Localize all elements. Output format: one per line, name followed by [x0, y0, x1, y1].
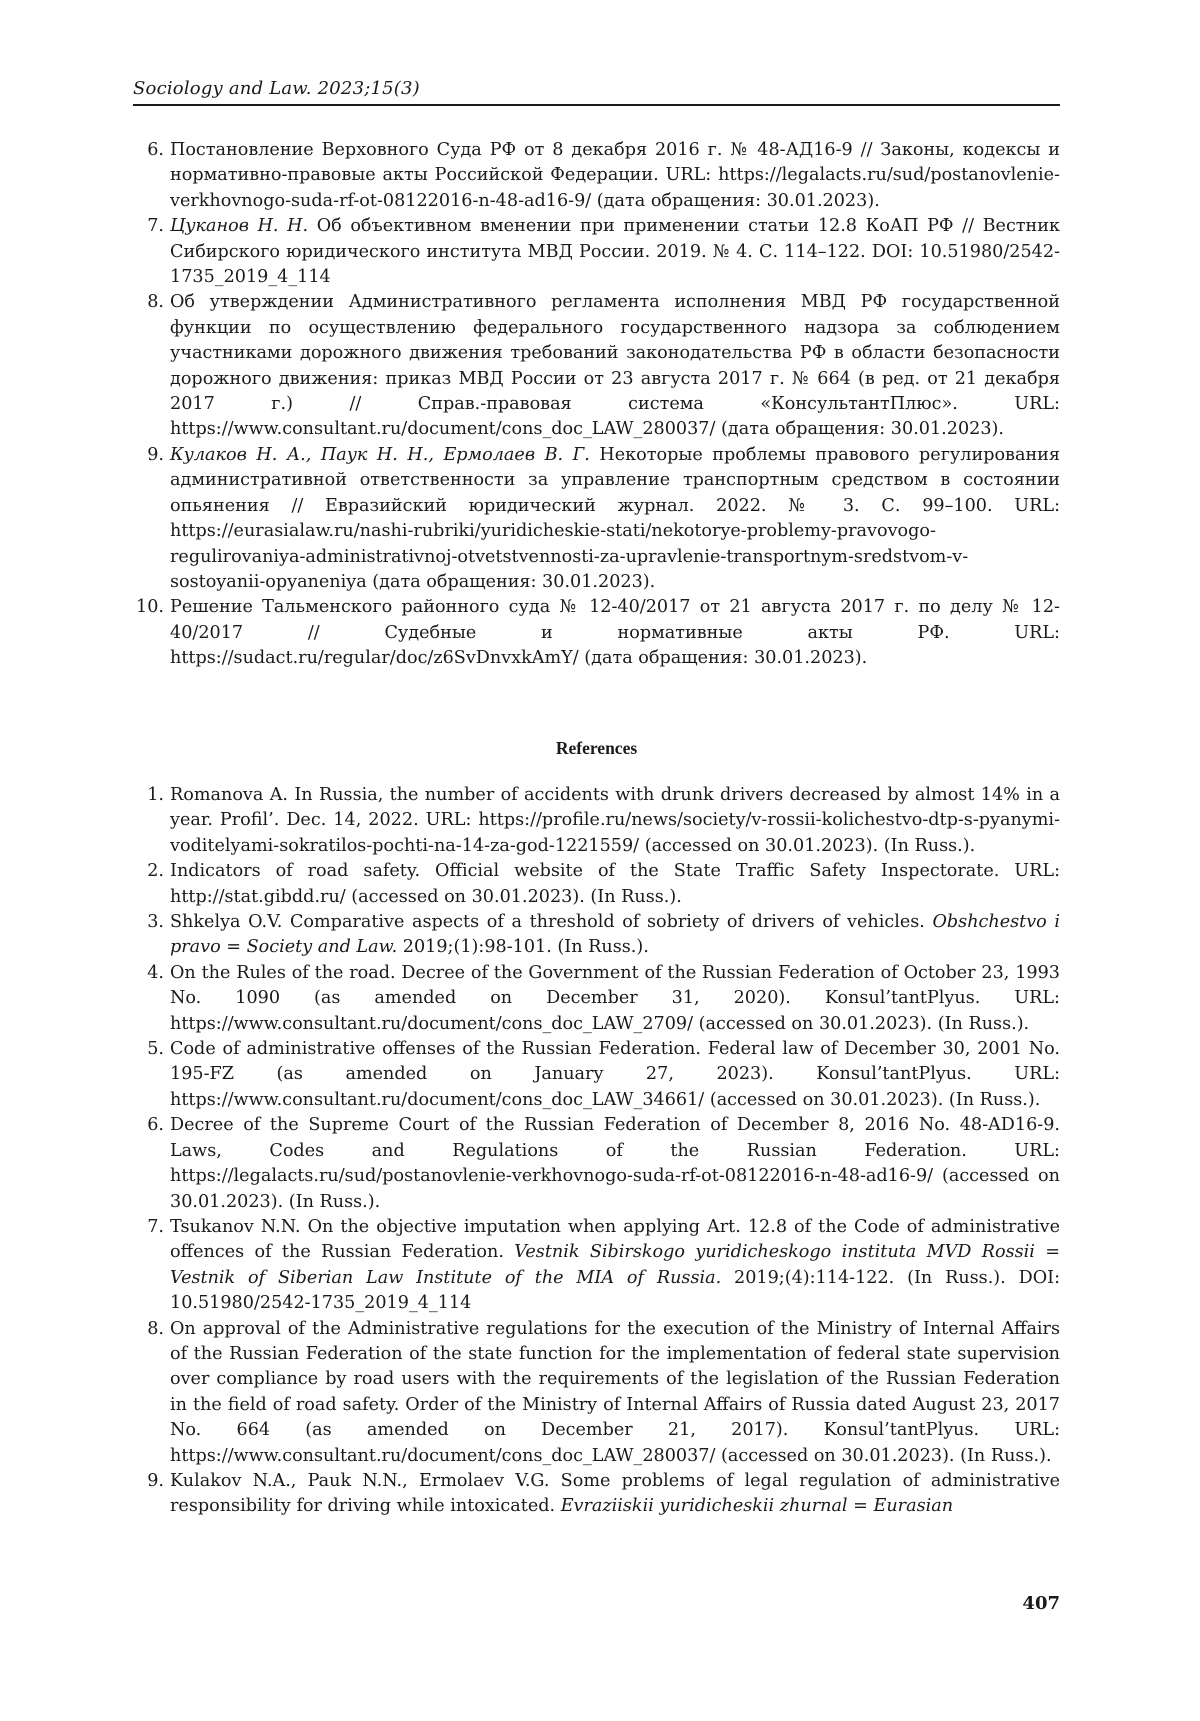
reference-item	[133, 1215, 1060, 1317]
reference-italic-text: Obshchestvo i pravo = Society and Law.	[170, 912, 1060, 957]
reference-number: 2.	[133, 859, 164, 884]
reference-text: Tsukanov N.N. On the objective imputation when applying Art. 12.8 of the Code of administrative offences of the Russian Federation.	[170, 1217, 1060, 1262]
reference-number: 6.	[133, 1113, 164, 1138]
reference-text: Постановление Верховного Суда РФ от 8 декабря 2016 г. № 48-АД16-9 // Законы, кодексы и нормативно-правовые акты Российской Федерации. URL: https://legalacts.ru/sud/postanovlenie-verkhovnogo-suda-rf-ot-08122016-n-48-ad16-9/ (дата обращения: 30.01.2023).	[170, 140, 1060, 211]
reference-number: 7.	[133, 1215, 164, 1240]
reference-number: 9.	[133, 1469, 164, 1494]
russian-reference-list	[133, 138, 1060, 672]
reference-text: Kulakov N.A., Pauk N.N., Ermolaev V.G. Some problems of legal regulation of administrative responsibility for driving while intoxicated.	[170, 1471, 1060, 1516]
reference-item	[133, 1469, 1060, 1520]
reference-item	[133, 290, 1060, 442]
reference-number: 10.	[133, 595, 164, 620]
reference-item	[133, 1317, 1060, 1469]
reference-number: 9.	[133, 443, 164, 468]
reference-text: Некоторые проблемы правового регулирования административной ответственности за управление транспортным средством в состоянии опьянения // Евразийский юридический журнал. 2022. № 3. С. 99–100. URL: https://eurasialaw.ru/nashi-rubriki/yuridicheskie-stati/nekotorye-problemy-pravovogo-regulirovaniya-administrativnoj-otvetstvennosti-za-upravlenie-transportnym-sredstvom-v-sostoyanii-opyaneniya (дата обращения: 30.01.2023).	[170, 445, 1060, 592]
reference-text: Code of administrative offenses of the Russian Federation. Federal law of December 30, 2001 No. 195-FZ (as amended on January 27, 2023). Konsul’tantPlyus. URL: https://www.consultant.ru/document/cons_doc_LAW_34661/ (accessed on 30.01.2023). (In Russ.).	[170, 1039, 1060, 1110]
reference-item	[133, 1037, 1060, 1113]
reference-text: On approval of the Administrative regulations for the execution of the Ministry of Internal Affairs of the Russian Federation of the state function for the implementation of federal state supervision over compliance by road users with the requirements of the legislation of the Russian Federation in the field of road safety. Order of the Ministry of Internal Affairs of Russia dated August 23, 2017 No. 664 (as amended on December 21, 2017). Konsul’tantPlyus. URL: https://www.consultant.ru/document/cons_doc_LAW_280037/ (accessed on 30.01.2023). (In Russ.).	[170, 1319, 1060, 1466]
references-heading: References	[133, 738, 1060, 759]
reference-item	[133, 859, 1060, 910]
reference-item	[133, 595, 1060, 671]
reference-number: 8.	[133, 290, 164, 315]
reference-number: 4.	[133, 961, 164, 986]
reference-text: Об утверждении Административного регламента исполнения МВД РФ государственной функции по осуществлению федерального государственного надзора за соблюдением участниками дорожного движения требований законодательства РФ в области безопасности дорожного движения: приказ МВД России от 23 августа 2017 г. № 664 (в ред. от 21 декабря 2017 г.) // Справ.-правовая система «КонсультантПлюс». URL: https://www.consultant.ru/document/cons_doc_LAW_280037/ (дата обращения: 30.01.2023).	[170, 292, 1060, 439]
reference-italic-text: Vestnik Sibirskogo yuridicheskogo instituta MVD Rossii = Vestnik of Siberian Law Institute of the MIA of Russia.	[170, 1242, 1060, 1287]
reference-item	[133, 1113, 1060, 1215]
reference-list-en	[133, 783, 1060, 1520]
running-header: Sociology and Law. 2023;15(3)	[133, 78, 1060, 99]
reference-italic-text: Evraziiskii yuridicheskii zhurnal = Eurasian	[561, 1496, 953, 1516]
reference-text: 2019;(1):98-101. (In Russ.).	[397, 937, 649, 957]
reference-text: Об объективном вменении при применении статьи 12.8 КоАП РФ // Вестник Сибирского юридического института МВД России. 2019. № 4. С. 114–122. DOI: 10.51980/2542-1735_2019_4_114	[170, 216, 1060, 287]
reference-text: Shkelya O.V. Comparative aspects of a threshold of sobriety of drivers of vehicles.	[170, 912, 932, 932]
reference-number: 3.	[133, 910, 164, 935]
reference-number: 8.	[133, 1317, 164, 1342]
reference-text: Romanova A. In Russia, the number of accidents with drunk drivers decreased by almost 14% in a year. Profil’. Dec. 14, 2022. URL: https://profile.ru/news/society/v-rossii-kolichestvo-dtp-s-pyanymi-voditelyami-sokratilos-pochti-na-14-za-god-1221559/ (accessed on 30.01.2023). (In Russ.).	[170, 785, 1060, 856]
english-reference-list	[133, 783, 1060, 1520]
reference-number: 7.	[133, 214, 164, 239]
reference-item	[133, 214, 1060, 290]
reference-italic-text: Кулаков Н. А., Паук Н. Н., Ермолаев В. Г.	[170, 445, 590, 465]
reference-text: 2019;(4):114-122. (In Russ.). DOI: 10.51980/2542-1735_2019_4_114	[170, 1268, 1060, 1313]
reference-number: 5.	[133, 1037, 164, 1062]
reference-text: Решение Тальменского районного суда № 12-40/2017 от 21 августа 2017 г. по делу № 12-40/2017 // Судебные и нормативные акты РФ. URL: https://sudact.ru/regular/doc/z6SvDnvxkAmY/ (дата обращения: 30.01.2023).	[170, 597, 1060, 668]
reference-item	[133, 961, 1060, 1037]
reference-number: 1.	[133, 783, 164, 808]
header-rule	[133, 104, 1060, 106]
page-number: 407	[960, 1593, 1060, 1614]
reference-text: Decree of the Supreme Court of the Russian Federation of December 8, 2016 No. 48-AD16-9. Laws, Codes and Regulations of the Russian Federation. URL: https://legalacts.ru/sud/postanovlenie-verkhovnogo-suda-rf-ot-08122016-n-48-ad16-9/ (accessed on 30.01.2023). (In Russ.).	[170, 1115, 1060, 1211]
reference-item	[133, 783, 1060, 859]
reference-item	[133, 138, 1060, 214]
reference-item	[133, 910, 1060, 961]
reference-text: Indicators of road safety. Official website of the State Traffic Safety Inspectorate. URL: http://stat.gibdd.ru/ (accessed on 30.01.2023). (In Russ.).	[170, 861, 1060, 906]
reference-italic-text: Цуканов Н. Н.	[170, 216, 308, 236]
reference-item	[133, 443, 1060, 595]
reference-number: 6.	[133, 138, 164, 163]
reference-text: On the Rules of the road. Decree of the Government of the Russian Federation of October 23, 1993 No. 1090 (as amended on December 31, 2020). Konsul’tantPlyus. URL: https://www.consultant.ru/document/cons_doc_LAW_2709/ (accessed on 30.01.2023). (In Russ.).	[170, 963, 1060, 1034]
reference-list-ru	[133, 138, 1060, 672]
